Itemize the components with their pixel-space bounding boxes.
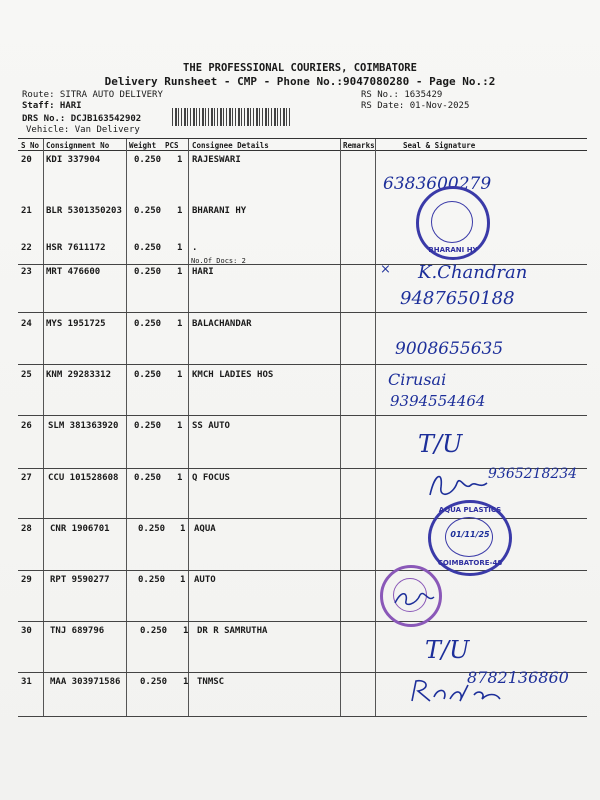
row-consignee: TNMSC [197,677,225,687]
table-row [18,421,587,469]
row-pcs: 1 [183,626,189,636]
row-sno: 25 [21,370,32,380]
row-consignment: SLM 381363920 [48,421,119,431]
row-weight: 0.250 [134,421,162,431]
handwritten-signature: Cirusai [388,370,447,389]
row-consignee: KMCH LADIES HOS [192,370,274,380]
handwritten-phone: 8782136860 [467,668,569,687]
row-pcs: 1 [177,155,183,165]
rs-date: RS Date: 01-Nov-2025 [361,101,470,111]
handwritten-phone: 9365218234 [488,466,578,482]
row-pcs: 1 [183,677,189,687]
row-weight: 0.250 [134,206,162,216]
row-divider [18,621,587,622]
row-consignee: AUTO [194,575,216,585]
stamp-text: AQUA PLASTICS [438,506,502,514]
handwritten-phone: 9008655635 [395,339,504,359]
row-weight: 0.250 [134,155,162,165]
row-weight: 0.250 [138,524,166,534]
handwritten-signature [392,585,437,610]
vehicle-label: Vehicle: Van Delivery [26,125,140,135]
stamp-text: COIMBATORE-48 [437,559,503,567]
row-consignment: TNJ 689796 [50,626,105,636]
row-sno: 31 [21,677,32,687]
row-consignee: RAJESWARI [192,155,241,165]
row-weight: 0.250 [134,319,162,329]
row-weight: 0.250 [134,243,162,253]
row-consignment: MAA 303971586 [50,677,121,687]
handwritten-mark: T/U [425,636,470,664]
row-pcs: 1 [180,524,186,534]
row-weight: 0.250 [134,473,162,483]
row-consignment: RPT 9590277 [50,575,110,585]
row-sno: 23 [21,267,32,277]
handwritten-mark: T/U [418,430,463,458]
row-sno: 27 [21,473,32,483]
row-consignment: CNR 1906701 [50,524,110,534]
row-pcs: 1 [177,421,183,431]
row-consignee: DR R SAMRUTHA [197,626,268,636]
aqua-plastics-stamp [428,500,512,576]
col-header-pcs: PCS [165,141,179,150]
handwritten-phone: 9394554464 [390,392,486,410]
row-consignee: HARI [192,267,214,277]
row-divider [18,716,587,717]
table-row [18,206,587,240]
row-divider [18,570,587,571]
row-consignee: BALACHANDAR [192,319,252,329]
handwritten-signature: K.Chandran [418,262,528,283]
row-pcs: 1 [177,370,183,380]
staff-label: Staff: HARI [22,101,82,111]
col-header-sno: S No [21,141,40,150]
row-pcs: 1 [177,319,183,329]
row-consignment: HSR 7611172 [46,243,106,253]
row-sno: 24 [21,319,32,329]
row-divider [18,364,587,365]
row-consignment: KDI 337904 [46,155,101,165]
row-weight: 0.250 [134,267,162,277]
col-header-remarks: Remarks [343,141,375,150]
row-sno: 26 [21,421,32,431]
row-divider [18,415,587,416]
row-weight: 0.250 [134,370,162,380]
row-weight: 0.250 [140,677,168,687]
row-consignment: MRT 476600 [46,267,101,277]
col-header-consignment: Consignment No [46,141,110,150]
handwritten-phone: 9487650188 [400,288,515,309]
row-pcs: 1 [177,267,183,277]
row-consignee: SS AUTO [192,421,230,431]
row-sno: 28 [21,524,32,534]
row-pcs: 1 [177,243,183,253]
row-consignee: BHARANI HY [192,206,247,216]
table-top-border [18,138,587,139]
row-note: No.Of Docs: 2 [191,257,246,265]
row-consignment: MYS 1951725 [46,319,106,329]
table-header-border [18,150,587,151]
row-consignee: . [192,243,198,253]
row-weight: 0.250 [138,575,166,585]
company-seal-stamp [416,186,490,260]
company-title: THE PROFESSIONAL COURIERS, COIMBATORE [183,62,417,74]
barcode [172,108,292,126]
route-label: Route: SITRA AUTO DELIVERY [22,90,163,100]
row-sno: 29 [21,575,32,585]
row-sno: 20 [21,155,32,165]
row-consignment: BLR 5301350203 [46,206,122,216]
table-row [18,370,587,416]
row-pcs: 1 [177,206,183,216]
row-pcs: 1 [177,473,183,483]
stamp-date: 01/11/25 [450,530,490,539]
handwritten-signature [425,465,490,505]
table-row [18,626,587,673]
row-consignee: AQUA [194,524,216,534]
col-header-weight: Weight [129,141,157,150]
row-divider [18,312,587,313]
row-sno: 30 [21,626,32,636]
stamp-text: BHARANI HY [428,246,478,254]
handwritten-phone: 6383600279 [383,174,492,194]
row-pcs: 1 [180,575,186,585]
handwritten-signature [408,675,503,707]
col-header-seal: Seal & Signature [403,141,476,150]
row-consignment: CCU 101528608 [48,473,119,483]
row-consignment: KNM 29283312 [46,370,112,380]
drs-number: DRS No.: DCJB163542902 [22,114,142,124]
handwritten-mark: × [380,262,391,277]
table-row [18,575,587,622]
col-header-consignee: Consignee Details [192,141,269,150]
rs-number: RS No.: 1635429 [361,90,443,100]
row-weight: 0.250 [140,626,168,636]
runsheet-subtitle: Delivery Runsheet - CMP - Phone No.:9047080280 - Page No.:2 [104,75,496,88]
table-row [18,155,587,203]
row-consignee: Q FOCUS [192,473,230,483]
row-sno: 22 [21,243,32,253]
row-sno: 21 [21,206,32,216]
